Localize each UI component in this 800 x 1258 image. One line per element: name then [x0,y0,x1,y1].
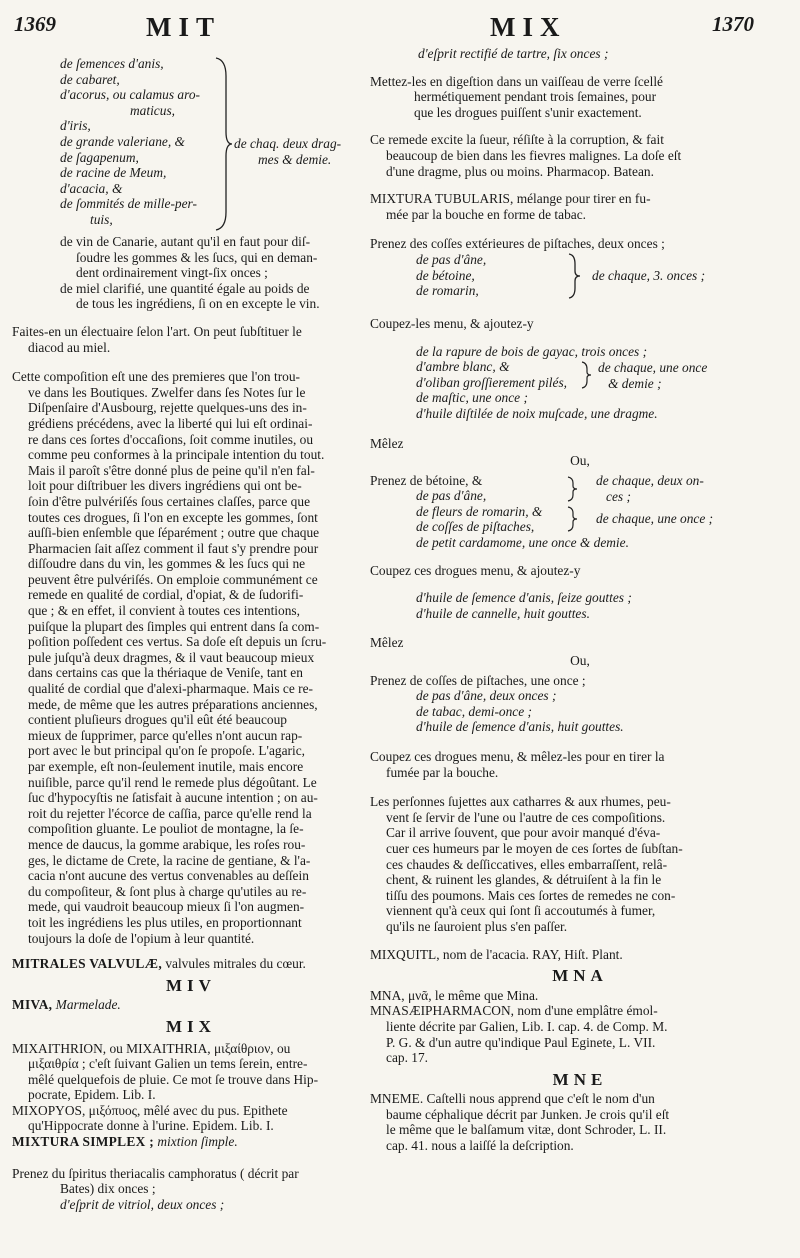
entry-mixopyos [12,1103,370,1134]
huiles-block [370,590,790,621]
text-line: Car il arrive ſouvent, que pour avoir manqué d'éva- [386,825,661,841]
list-item: tuis, [90,211,113,227]
brace-note-line: de chaque, 3. onces ; [592,267,706,283]
list-item: d'acacia, & [60,180,123,196]
list-item: d'acorus, ou calamus aro- [60,87,200,103]
ou-separator: Ou, [570,653,590,669]
brace-note-line: de chaque, deux on- [596,472,704,488]
text-line: de tous les ingrédiens, ſi on en excepte le vin. [76,296,320,312]
brace-note-line: de chaque, une once ; [596,510,714,526]
text-line: pocrate, Epidem. Lib. I. [28,1087,156,1103]
list-item: de la rapure de bois de gayac, trois onces ; [416,343,648,359]
text-line: Prenez de coſſes de piſtaches, une once ; [370,672,586,688]
text-line: mêlé quelquefois de pluie. Ce mot ſe trouve dans Hip- [28,1071,319,1087]
text-line: fumée par la bouche. [386,764,499,780]
entry-definition: valvules mitrales du cœur. [165,956,306,972]
list-item: d'oliban groſſierement pilés, [416,374,568,390]
text-line: roit du rejetter l'écorce de caſſia, parce qu'elle rend la [28,805,312,821]
text-line: pule juſqu'à deux dragmes, & il vaut beaucoup mieux [28,649,315,665]
text-line: Ce remede excite la ſueur, réſiſte à la corruption, & fait [370,132,664,148]
text-line: chent, & ruinent les glandes, & détruiſent à la fin le [386,872,662,888]
text-line: diſſoudre dans du vin, les gommes & les ſucs qui ne [28,556,306,572]
text-line: P. G. & d'un autre qu'indique Paul Eginete, L. VII. [386,1034,656,1050]
text-line: d'eſprit de vitriol, deux onces ; [60,1196,225,1212]
list-item: de tabac, demi-once ; [416,703,533,719]
right-running-title: MIX [490,12,567,42]
entry-definition: mixtion ſimple. [157,1134,238,1150]
text-line: ſuc d'hypocyſtis ne ſatisfait à aucune intention ; on au- [28,790,318,806]
text-line: Cette compoſition eſt une des premieres que l'on trou- [12,369,301,385]
text-line: par exemple, eſt non-ſeulement inutile, mais encore [28,759,304,774]
text-line: qu'ils ne ſauroient plus s'en paſſer. [386,918,568,934]
text-line: ſoin d'être pulvériſés ſous certaines claſſes, parce que [28,493,311,509]
text-line: MNEME. Caſtelli nous apprend que c'eſt le nom d'un [370,1091,655,1107]
text-line: hermétiquement pendant trois ſemaines, pour [414,89,657,105]
text-line: liente décrite par Galien, Lib. I. cap. 4. de Comp. M. [386,1018,668,1034]
text-line: mede, qui vaudroit beaucoup mieux ſi l'on augmen- [28,899,305,915]
entry-mixaithrion [12,1041,370,1103]
text-line: Diſpenſaire d'Ausbourg, rejette quelques-uns des in- [28,400,307,416]
text-line: ces chaudes & deſſiccatives, elles embarraſſent, relâ- [386,856,668,872]
entry-mna: MNA, μνᾶ, le même que Mina. [370,987,539,1003]
entry-mitrales [12,956,370,972]
text-line: port avec le but principal qu'on ſe propoſe. L'agaric, [28,743,305,759]
text-line: MIXAITHRION, ou MIXAITHRIA, μιξαίθριον, ou [12,1040,291,1056]
text-line: tiſſu des poumons. Mais ces ſortes de remedes ne con- [386,887,676,903]
text-line: Coupez ces drogues menu, & mêlez-les pour en tirer la [370,749,665,764]
text-line: toutes ces drogues, ſi l'on en excepte les gommes, ſont [28,509,318,525]
text-line: loit pour diſtribuer les divers ingrédiens qui ont be- [28,478,302,494]
text-line: Les perſonnes ſujettes aux catharres & aux rhumes, peu- [370,794,671,810]
text-line: d'eſprit rectifié de tartre, ſix onces ; [418,46,609,61]
list-item: de pas d'âne, deux onces ; [416,688,557,704]
text-line: dans certains cas que la thériaque de Veniſe, tant en [28,665,303,681]
text-line: toujours la doſe de l'opium à leur quantité. [28,930,255,946]
remede-paragraph [370,132,790,179]
list-item: de romarin, [416,283,479,299]
text-line: Prenez du ſpiritus theriacalis camphoratus ( décrit par [12,1165,299,1181]
text-line: le même que le balſamum vitæ, dont Schroder, L. II. [386,1122,667,1138]
list-item: de grande valeriane, & [60,133,185,149]
text-line: Faites-en un électuaire ſelon l'art. On peut ſubſtituer le [12,323,302,339]
brace-note-line: mes & demie. [258,151,332,167]
text-line: Mêlez [370,635,404,651]
brace-mark [566,252,582,300]
prenez-spiritus [12,1166,370,1213]
prenez-coses-block [370,673,790,735]
text-line: Prenez des coſſes extérieures de piſtaches, deux onces ; [370,236,665,252]
text-line: mieux de ſupprimer, parce qu'elles n'ont aucun rap- [28,727,303,743]
list-item: de coſſes de piſtaches, [416,519,535,535]
list-item: de cabaret, [60,71,120,87]
left-page-number: 1369 [14,12,56,36]
text-line: Mêlez [370,435,404,451]
text-line: nuiſible, parce qu'il rend le remede plus dégoûtant. Le [28,774,317,790]
brace-mark [580,360,592,390]
digestion-paragraph [370,74,790,121]
text-line: puiſque la plupart des ſimples qui entrent dans ſa com- [28,618,320,634]
text-line: diacod au miel. [28,339,111,355]
text-line: Mettez-les en digeſtion dans un vaiſſeau de verre ſcellé [370,73,663,89]
ingredient-list [12,56,370,232]
brace-note-line: ces ; [606,488,631,504]
entry-headword: MIXTURA SIMPLEX ; [12,1134,154,1150]
text-line: beaucoup de bien dans les fievres malignes. La doſe eſt [386,147,682,163]
text-line: dent ordinairement vingt-ſix onces ; [76,265,268,281]
text-line: cap. 41. nous a laiſſé la deſcription. [386,1138,574,1154]
list-item: d'huile de ſemence d'anis, huit gouttes. [416,719,624,735]
text-line: de vin de Canarie, autant qu'il en faut pour diſ- [60,234,311,249]
list-item: de bétoine, [416,267,475,283]
text-line: MNASÆIPHARMACON, nom d'une emplâtre émol- [370,1003,658,1019]
text-line: mée par la bouche en forme de tabac. [386,206,587,222]
personnes-paragraph [370,794,790,934]
text-line: MIXOPYOS, μιξόπυος, mêlé avec du pus. Epithete [12,1102,288,1118]
entry-headword: MIVA, [12,997,53,1013]
ou-separator: Ou, [570,453,590,469]
entry-mneme [370,1091,790,1153]
brace-note-line: de chaq. deux drag- [234,136,342,151]
text-line: Bates) dix onces ; [60,1181,156,1197]
text-line: mede, de même que les autres préparations anciennes, [28,696,318,712]
right-page-number: 1370 [712,12,754,36]
entry-mnasaeipharmacon [370,1003,790,1065]
entry-mixtura-simplex [12,1134,370,1150]
list-item: d'ambre blanc, & [416,359,510,375]
right-column [370,46,790,1154]
text-line: ges, le dictame de Crete, la racine de gentiane, & l'a- [28,852,311,868]
rapure-block [370,344,790,422]
list-item: de petit cardamome, une once & demie. [416,535,629,551]
brace-note-line: de chaque, une once [598,359,708,375]
text-line: Coupez-les menu, & ajoutez-y [370,315,534,331]
text-line: toit les ingrédiens les plus utiles, en proportionnant [28,914,302,930]
text-line: que ; & en effet, il convient à toutes ces intentions, [28,603,300,619]
text-line: peuvent être pulvériſés. On emploie communément ce [28,571,318,587]
list-item: de ſagapenum, [60,149,139,165]
brace-mark [566,505,578,533]
text-line: d'une dragme, plus ou moins. Pharmacop. Batean. [386,163,654,179]
text-line: ſoudre les gommes & les ſucs, qui en deman- [76,249,318,265]
section-heading-mne: MNE [552,1069,608,1089]
list-item: de ſommités de mille-per- [60,196,197,212]
list-item: d'huile de ſemence d'anis, ſeize gouttes ; [416,590,632,606]
text-line: μιξαιθρία ; c'eſt ſuivant Galien un tems ſerein, entre- [28,1056,308,1072]
left-running-title: MIT [146,12,221,42]
composition-paragraph [12,369,370,946]
text-line: de miel clarifié, une quantité égale au poids de [60,280,310,296]
text-line: viennent qu'à ceux qui ſont ſi accoutumés à fumer, [386,903,656,919]
text-line: grédiens précédens, avec la liberté qui lui eſt ordinai- [28,415,313,431]
list-item: maticus, [130,102,176,118]
text-line: baume céphalique décrit par Junken. Je crois qu'il eſt [386,1106,670,1122]
text-line: du compoſiteur, & ſont plus à charge qu'utiles au re- [28,883,307,899]
list-item: de pas d'âne, [416,251,487,267]
text-line: ve dans les Boutiques. Zwelfer dans ſes Notes ſur le [28,384,306,400]
brace-mark [212,56,234,232]
section-heading-mna: MNA [552,966,608,986]
text-line: contient pluſieurs drogues qu'il eût été beaucoup [28,712,287,728]
list-item: de maſtic, une once ; [416,390,528,406]
text-line: poſition poſſedent ces vertus. Sa doſe eſt depuis un ſcru- [28,634,327,650]
text-line: que les drogues puiſſent s'unir exactement. [414,104,642,120]
prenez-betoine-block [370,473,790,551]
left-column [12,46,370,1212]
text-line: MIXTURA TUBULARIS, mélange pour tirer en fu- [370,191,651,207]
entry-definition: Marmelade. [55,997,121,1013]
text-line: compoſition gluante. Le pouliot de montagne, la ſe- [28,821,304,837]
text-line: comme peu conformes à la principale intention du tout. [28,447,325,463]
list-item: de pas d'âne, [416,488,487,504]
text-line: cacia n'ont aucune des vertus convenables au deſſein [28,868,309,884]
text-line: qu'Hippocrate donne à l'urine. Epidem. Lib. I. [28,1118,274,1134]
text-line: qualité de cordial que d'alexi-pharmaque. Mais ce re- [28,681,313,697]
text-line: re dans ces ſortes d'occaſions, ſoit comme inutiles, ou [28,431,314,447]
pistaches-list [370,252,790,302]
text-line: Pharmacien ſait aſſez comment il faut s'y prendre pour [28,540,319,556]
list-item: d'huile de cannelle, huit gouttes. [416,605,590,621]
list-item: d'huile diſtilée de noix muſcade, une dragme. [416,405,658,421]
text-line: mence de daucus, la gomme arabique, les roſes rou- [28,836,306,852]
brace-note-line: & demie ; [608,375,662,391]
text-line: Prenez de bétoine, & [370,472,483,488]
brace-mark [566,475,578,503]
electuaire-paragraph [12,324,370,355]
list-item: de racine de Meum, [60,165,167,181]
list-item: de ſemences d'anis, [60,56,164,71]
text-line: auſſi-bien enſemble que ſéparément ; outre que chaque [28,525,320,541]
text-line: Mais il paroît s'être donné plus de peine qu'il n'en fal- [28,462,315,478]
text-line: Coupez ces drogues menu, & ajoutez-y [370,562,581,578]
section-heading-miv: MIV [166,975,216,995]
list-item: d'iris, [60,118,91,134]
coupez-fumee-paragraph [370,749,790,780]
text-line: vent ſe ſervir de l'une ou l'autre de ces compoſitions. [386,809,666,825]
entry-mixquitl: MIXQUITL, nom de l'acacia. RAY, Hiſt. Plant. [370,946,623,962]
section-heading-mix: MIX [166,1016,216,1036]
wine-honey-block [12,234,370,312]
entry-miva [12,997,370,1013]
text-line: cap. 17. [386,1050,429,1066]
entry-headword: MITRALES VALVULÆ, [12,956,162,972]
text-line: cuer ces humeurs par le moyen de ces ſortes de ſubſtan- [386,840,683,856]
text-line: remede en qualité de cordial, d'opiat, & de ſudorifi- [28,587,304,603]
list-item: de fleurs de romarin, & [416,503,543,519]
entry-mixtura-tubularis [370,191,790,222]
